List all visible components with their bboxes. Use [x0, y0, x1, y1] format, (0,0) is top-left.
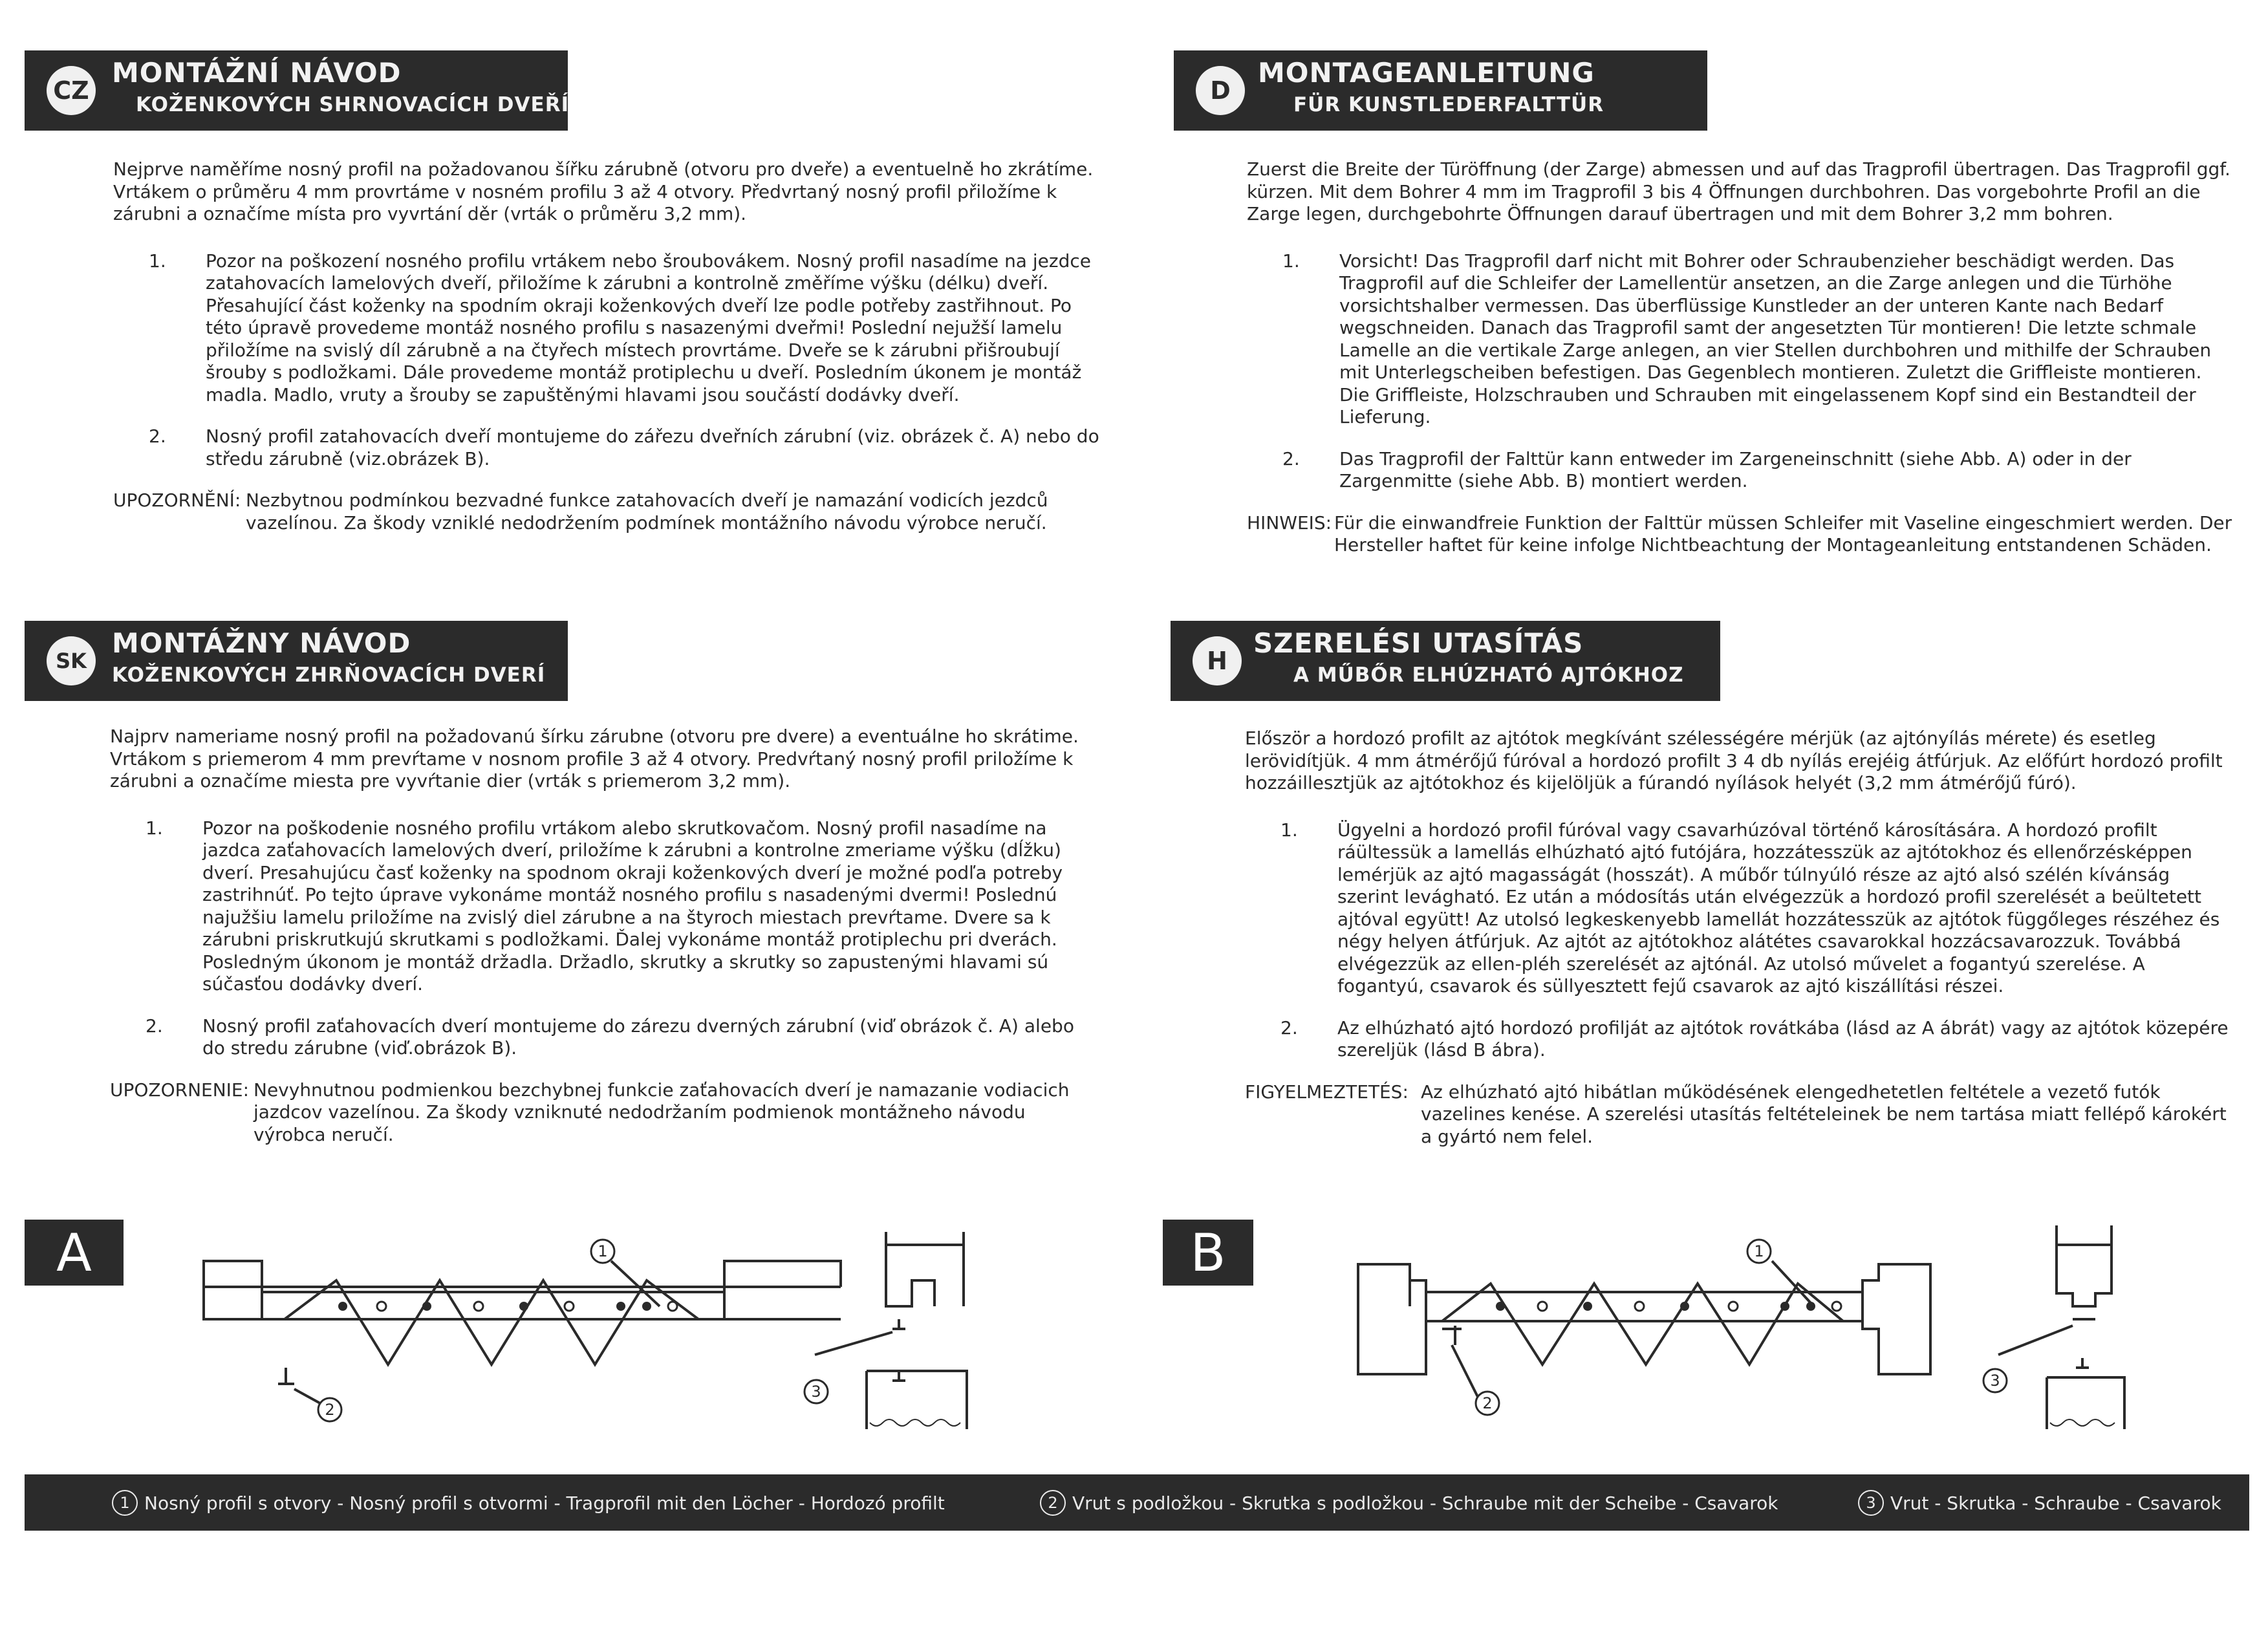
legend-item-1	[112, 1490, 945, 1516]
cz-note-label: UPOZORNĚNÍ:	[113, 490, 241, 511]
legend-item-2	[1040, 1490, 1778, 1516]
legend-text: Vrut s podložkou - Skrutka s podložkou - Schraube mit der Scheibe - Csavarok	[1072, 1492, 1778, 1514]
de-item-2	[1247, 448, 2236, 493]
cz-item-1-text: Pozor na poškození nosného profilu vrtákem nebo šroubovákem. Nosný profil nasadíme na jezdce zatahovacích lamelových dveří, přiložíme k zárubni a kontrolně změříme výšku (délku) dveří. Přesahující část koženky na spodním okraji koženkových dveří lze podle potřeby zastřihnout. Po této úpravě provedeme montáž nosného profilu s nasazenými dveřmi! Poslední nejužší lamelu přiložíme na svislý díl zárubně a na čtyřech místech provrtáme. Dveře se k zárubni přišroubují šrouby s podložkami. Dále provedeme montáž protiplechu u dveří. Posledním úkonem je montáž madla. Madlo, vruty a šrouby se zapuštěnými hlavami jsou součástí dodávky dveří.	[206, 250, 1091, 405]
item-number: 1.	[1282, 250, 1300, 272]
cz-badge: CZ	[47, 66, 96, 115]
hu-section	[1245, 727, 2234, 1148]
sk-subtitle: KOŽENKOVÝCH ZHRŇOVACÍCH DVERÍ	[112, 663, 546, 687]
callout-1: 1	[1754, 1242, 1764, 1260]
sk-note-text: Nevyhnutnou podmienkou bezchybnej funkcie zaťahovacích dverí je namazanie vodiacich jazdcov vazelínou. Za škody vzniknuté nedodržaním podmienok montážneho návodu výrobca neručí.	[254, 1079, 1070, 1145]
hu-item-2-text: Az elhúzható ajtó hordozó profilját az ajtótok rovátkába (lásd az A ábrát) vagy az ajtótok közepére szereljük (lásd B ábra).	[1337, 1017, 2229, 1061]
hu-note-text: Az elhúzható ajtó hibátlan működésének elengedhetetlen feltétele a vezető futók vazelines kenése. A szerelési utasítás feltételeinek be nem tartása miatt fellépő károkért a gyártó nem felel.	[1421, 1081, 2227, 1147]
de-subtitle: FÜR KUNSTLEDERFALTTÜR	[1293, 93, 1604, 116]
hu-item-1-text: Ügyelni a hordozó profil fúróval vagy csavarhúzóval történő károsítására. A hordozó profilt ráültessük a lamellás elhúzható ajtó futójára, hozzátesszük az ajtótokhoz és ellenőrzésképpen lemérjük az ajtó magasságát (hosszát). A műbőr túlnyúló része az ajtó alsó szélén kívánság szerint levágható. Ez után a módosítás után elvégezzük a hordozó profil szerelését a beültetett ajtóval együtt! Az utolsó legkeskenyebb lamellát hozzátesszük az ajtótok függőleges részéhez és négy helyen átfúrjuk. Az ajtót az ajtótokhoz alátétes csavarokkal hozzácsavarozzuk. Továbbá elvégezzük az ellen-pléh szerelését az ajtónál. Az utolsó művelet a fogantyú szerelése. A fogantyú, csavarok és süllyesztett fejű csavarok az ajtó kiszállítási részei.	[1337, 819, 2220, 997]
item-number: 2.	[146, 1015, 163, 1037]
sk-header	[25, 621, 568, 701]
cz-item-1	[113, 250, 1103, 407]
sk-item-2-text: Nosný profil zaťahovacích dverí montujeme do zárezu dverných zárubní (viď obrázok č. A) alebo do stredu zárubne (viď.obrázok B).	[202, 1015, 1074, 1059]
cz-subtitle: KOŽENKOVÝCH SHRNOVACÍCH DVEŘÍ	[136, 93, 570, 116]
sk-badge: SK	[47, 636, 96, 685]
callout-2: 2	[1482, 1394, 1493, 1412]
hu-header	[1171, 621, 1720, 701]
hu-intro: Először a hordozó profilt az ajtótok megkívánt szélességére mérjük (az ajtónyílás mérete) és esetleg lerövidítjük. 4 mm átmérőjű fúróval a hordozó profilt 3 4 db nyílás erejéig átfúrjuk. Az előfúrt hordozó profilt hozzáillesztjük az ajtótokhoz és kijelöljük a fúrandó nyílások helyét (3,2 mm átmérőjű fúró).	[1245, 727, 2223, 793]
hu-title: SZERELÉSI UTASÍTÁS	[1253, 627, 1584, 659]
callout-3: 3	[811, 1383, 821, 1401]
item-number: 2.	[149, 426, 166, 447]
hu-badge: H	[1193, 636, 1242, 685]
de-item-1-text: Vorsicht! Das Tragprofil darf nicht mit Bohrer oder Schraubenzieher beschädigt werden. Das Tragprofil auf die Schleifer der Lamellentür ansetzen, an die Zarge anlegen und die Türhöhe vorsichtshalber vermessen. Das überflüssige Kunstleder an der unteren Kante nach Bedarf wegschneiden. Danach das Tragprofil samt der angesetzten Tür montieren! Die letzte schmale Lamelle an die vertikale Zarge anlegen, an vier Stellen durchbohren und mithilfe der Schrauben mit Unterlegscheiben befestigen. Das Gegenblech montieren. Zuletzt die Griffleiste montieren. Die Griffleiste, Holzschrauben und Schrauben mit eingelassenem Kopf sind ein Bestandteil der Lieferung.	[1339, 250, 2212, 427]
hu-item-1	[1245, 819, 2234, 998]
hu-subtitle: A MŰBŐR ELHÚZHATÓ AJTÓKHOZ	[1293, 663, 1684, 687]
hu-note	[1245, 1081, 2234, 1148]
de-section	[1247, 158, 2236, 557]
legend-number: 3	[1858, 1490, 1884, 1516]
sk-item-1-text: Pozor na poškodenie nosného profilu vrtákom alebo skrutkovačom. Nosný profil nasadíme na jazdca zaťahovacích lamelových dverí, priložíme k zárubni a kontrolne zmeriame výšku (dĺžku) dverí. Presahujúcu časť koženky na spodnom okraji koženkových dverí je možné podľa potreby zastrihnúť. Po tejto úprave vykonáme montáž nosného profilu s nasadenými dvermi! Poslednú najužšiu lamelu priložíme na zvislý diel zárubne a na štyroch miestach prevŕtame. Dvere sa k zárubni priskrutkujú skrutkami s podložkami. Ďalej vykonáme montáž protiplechu pri dverách. Posledným úkonom je montáž držadla. Držadlo, skrutky a skrutky so zapustenými hlavami sú súčasťou dodávky dverí.	[202, 817, 1063, 995]
figure-a-label: A	[25, 1220, 124, 1286]
legend-number: 1	[112, 1490, 138, 1516]
cz-header	[25, 50, 568, 131]
figure-b-diagram	[1345, 1216, 2141, 1429]
de-note	[1247, 512, 2236, 557]
sk-note-label: UPOZORNENIE:	[110, 1079, 250, 1101]
de-item-2-text: Das Tragprofil der Falttür kann entweder im Zargeneinschnitt (siehe Abb. A) oder in der Zargenmitte (siehe Abb. B) montiert werden.	[1339, 447, 2132, 491]
sk-note	[110, 1079, 1099, 1147]
figure-b-label: B	[1163, 1220, 1253, 1286]
de-note-label: HINWEIS:	[1247, 512, 1332, 534]
de-intro: Zuerst die Breite der Türöffnung (der Zarge) abmessen und auf das Tragprofil übertragen. Das Tragprofil ggf. kürzen. Mit dem Bohrer 4 mm im Tragprofil 3 bis 4 Öffnungen durchbohren. Das vorgebohrte Profil an die Zarge legen, durchgebohrte Öffnungen darauf übertragen und mit dem Bohrer 3,2 mm bohren.	[1247, 158, 2230, 224]
sk-title: MONTÁŽNY NÁVOD	[112, 627, 411, 659]
legend-bar	[25, 1474, 2249, 1531]
item-number: 1.	[1280, 819, 1298, 841]
sk-section	[110, 726, 1099, 1146]
hu-item-2	[1245, 1017, 2234, 1062]
item-number: 1.	[149, 250, 166, 272]
cz-item-2	[113, 426, 1103, 470]
de-note-text: Für die einwandfreie Funktion der Falttür müssen Schleifer mit Vaseline eingeschmiert werden. Der Hersteller haftet für keine infolge Nichtbeachtung der Montageanleitung entstandenen Schäden.	[1334, 512, 2232, 555]
hu-note-label: FIGYELMEZTETÉS:	[1245, 1081, 1409, 1103]
sk-item-2	[110, 1015, 1099, 1060]
cz-note	[113, 490, 1103, 534]
cz-item-2-text: Nosný profil zatahovacích dveří montujeme do zářezu dveřních zárubní (viz. obrázek č. A) nebo do středu zárubně (viz.obrázek B).	[206, 426, 1099, 469]
callout-1: 1	[598, 1242, 608, 1260]
legend-text: Vrut - Skrutka - Schraube - Csavarok	[1890, 1492, 2221, 1514]
de-badge: D	[1196, 66, 1245, 115]
item-number: 1.	[146, 817, 163, 839]
callout-3: 3	[1990, 1372, 2000, 1390]
sk-intro: Najprv nameriame nosný profil na požadovanú šírku zárubne (otvoru pre dvere) a eventuálne ho skrátime. Vrtákom s priemerom 4 mm prevŕtame v nosnom profile 3 až 4 otvory. Predvŕtaný nosný profil priložíme k zárubni a označíme miesta pre vyvŕtanie dier (vrták s priemerom 3,2 mm).	[110, 726, 1079, 792]
item-number: 2.	[1282, 447, 1300, 469]
legend-item-3	[1858, 1490, 2221, 1516]
legend-number: 2	[1040, 1490, 1066, 1516]
sk-item-1	[110, 817, 1099, 996]
legend-text: Nosný profil s otvory - Nosný profil s otvormi - Tragprofil mit den Löcher - Hordozó profilt	[144, 1492, 945, 1514]
de-item-1	[1247, 250, 2236, 429]
cz-intro: Nejprve naměříme nosný profil na požadovanou šířku zárubně (otvoru pro dveře) a eventuelně ho zkrátíme. Vrtákem o průměru 4 mm provrtáme v nosném profilu 3 až 4 otvory. Předvrtaný nosný profil přiložíme k zárubni a označíme místa pro vyvrtání děr (vrták o průměru 3,2 mm).	[113, 158, 1094, 224]
cz-note-text: Nezbytnou podmínkou bezvadné funkce zatahovacích dveří je namazání vodicích jezdců vazelínou. Za škody vzniklé nedodržením podmínek montážního návodu výrobce neručí.	[246, 490, 1048, 534]
cz-title: MONTÁŽNÍ NÁVOD	[112, 57, 402, 89]
item-number: 2.	[1280, 1017, 1298, 1039]
callout-2: 2	[325, 1401, 335, 1419]
de-title: MONTAGEANLEITUNG	[1258, 57, 1595, 89]
figure-a-diagram	[194, 1216, 989, 1429]
de-header	[1174, 50, 1707, 131]
cz-section	[113, 158, 1103, 534]
